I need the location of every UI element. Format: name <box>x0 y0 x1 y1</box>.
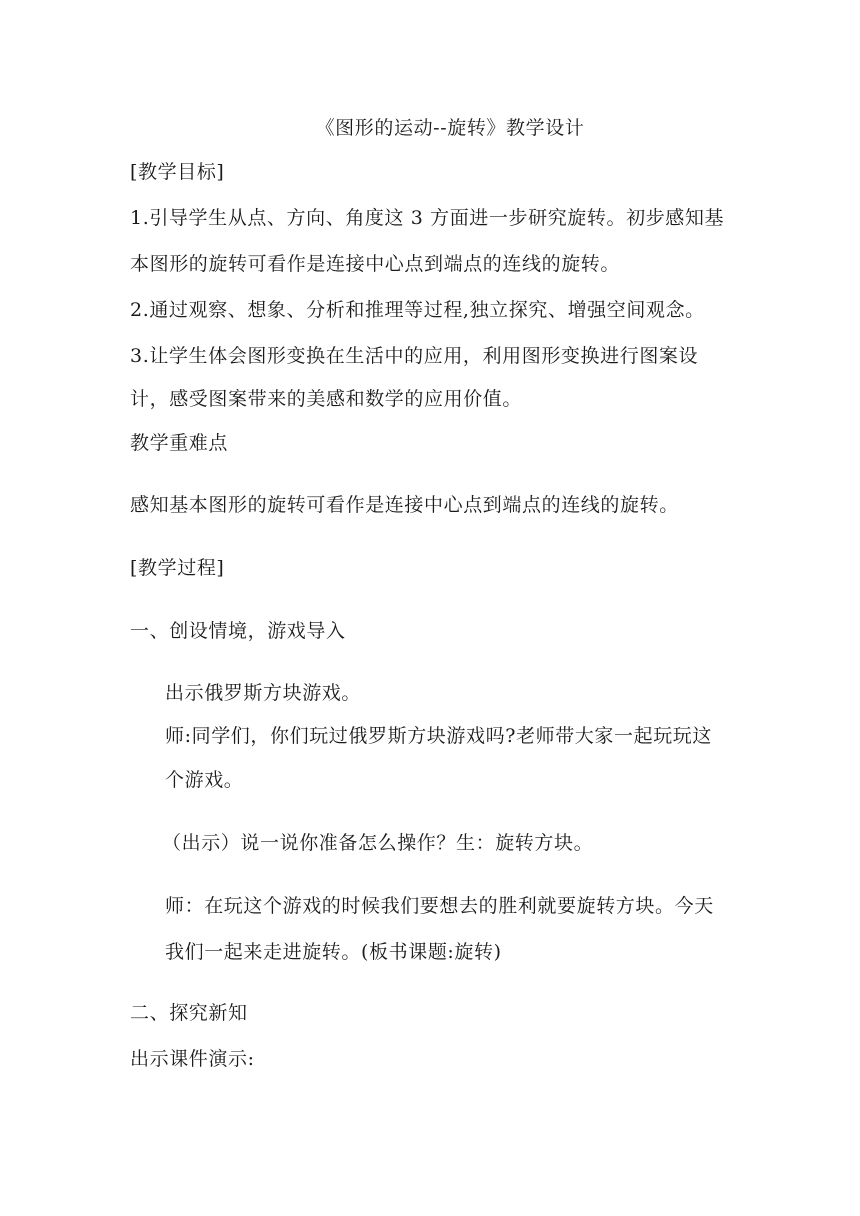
process-heading: [教学过程] <box>130 557 225 579</box>
section-2-heading: 二、探究新知 <box>130 1002 248 1024</box>
objective-3-line-1: 3.让学生体会图形变换在生活中的应用，利用图形变换进行图案设 <box>130 345 699 367</box>
key-points-heading: 教学重难点 <box>130 432 229 454</box>
objective-3-line-2: 计，感受图案带来的美感和数学的应用价值。 <box>130 388 523 410</box>
objective-1-line-2: 本图形的旋转可看作是连接中心点到端点的连线的旋转。 <box>130 253 621 275</box>
objective-1-line-1: 1.引导学生从点、方向、角度这 3 方面进一步研究旋转。初步感知基 <box>130 207 725 229</box>
section-1-paragraph-2-line-2: 个游戏。 <box>165 769 244 791</box>
objective-2: 2.通过观察、想象、分析和推理等过程,独立探究、增强空间观念。 <box>130 299 705 321</box>
objectives-heading: [教学目标] <box>130 161 225 183</box>
section-1-paragraph-4-line-2: 我们一起来走进旋转。(板书课题:旋转) <box>165 941 502 963</box>
section-1-paragraph-3: （出示）说一说你准备怎么操作？生：旋转方块。 <box>162 832 594 854</box>
key-points-text: 感知基本图形的旋转可看作是连接中心点到端点的连线的旋转。 <box>130 494 679 516</box>
section-1-paragraph-1: 出示俄罗斯方块游戏。 <box>165 682 362 704</box>
section-1-paragraph-4-line-1: 师：在玩这个游戏的时候我们要想去的胜利就要旋转方块。今天 <box>165 895 714 917</box>
document-title: 《图形的运动--旋转》教学设计 <box>315 117 585 139</box>
section-1-heading: 一、创设情境，游戏导入 <box>130 620 346 642</box>
section-2-paragraph-1: 出示课件演示: <box>130 1048 255 1070</box>
section-1-paragraph-2-line-1: 师:同学们，你们玩过俄罗斯方块游戏吗?老师带大家一起玩玩这 <box>165 725 712 747</box>
